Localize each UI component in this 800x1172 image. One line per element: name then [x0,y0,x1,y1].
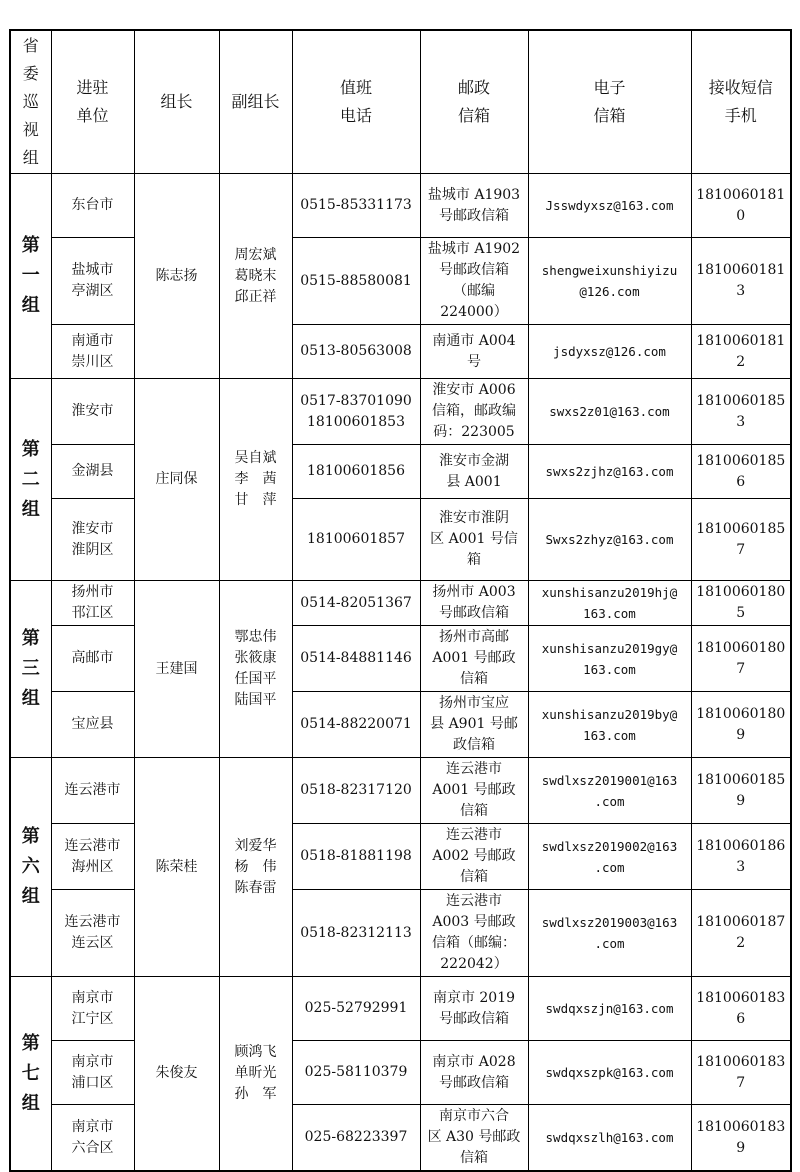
unit-cell: 连云港市 海州区 [51,824,134,890]
sms-phone-cell: 18100601812 [691,325,791,379]
phone-cell: 0518-82312113 [292,890,420,977]
header-phone: 值班 电话 [292,30,420,174]
unit-cell: 淮安市 [51,379,134,445]
postal-box-cell: 淮安市淮阴 区 A001 号信 箱 [420,499,528,581]
table-row [10,890,791,977]
table-row [10,325,791,379]
unit-cell: 南京市 六合区 [51,1105,134,1172]
email-cell: swdlxsz2019003@163 .com [528,890,691,977]
postal-box-cell: 南京市 A028 号邮政信箱 [420,1041,528,1105]
phone-cell: 18100601856 [292,445,420,499]
phone-cell: 18100601857 [292,499,420,581]
postal-box-cell: 扬州市高邮 A001 号邮政 信箱 [420,626,528,692]
table-row [10,758,791,824]
phone-cell: 0518-82317120 [292,758,420,824]
postal-box-cell: 南京市六合 区 A30 号邮政 信箱 [420,1105,528,1172]
sms-phone-cell: 18100601810 [691,174,791,238]
postal-box-cell: 淮安市金湖 县 A001 [420,445,528,499]
phone-cell: 0513-80563008 [292,325,420,379]
phone-cell: 0517-83701090 18100601853 [292,379,420,445]
sms-phone-cell: 18100601805 [691,581,791,626]
phone-cell: 0514-82051367 [292,581,420,626]
email-cell: swxs2z01@163.com [528,379,691,445]
phone-cell: 025-52792991 [292,977,420,1041]
header-leader: 组长 [134,30,219,174]
email-cell: Jsswdyxsz@163.com [528,174,691,238]
header-deputy: 副组长 [219,30,292,174]
email-cell: swxs2zjhz@163.com [528,445,691,499]
sms-phone-cell: 18100601837 [691,1041,791,1105]
header-email: 电子 信箱 [528,30,691,174]
leader-cell: 朱俊友 [134,977,219,1172]
group-name-cell: 第 二 组 [10,379,51,581]
sms-phone-cell: 18100601863 [691,824,791,890]
sms-phone-cell: 18100601839 [691,1105,791,1172]
header-postal: 邮政 信箱 [420,30,528,174]
unit-cell: 连云港市 连云区 [51,890,134,977]
sms-phone-cell: 18100601809 [691,692,791,758]
unit-cell: 南京市 浦口区 [51,1041,134,1105]
sms-phone-cell: 18100601857 [691,499,791,581]
unit-cell: 金湖县 [51,445,134,499]
postal-box-cell: 扬州市宝应 县 A901 号邮 政信箱 [420,692,528,758]
email-cell: jsdyxsz@126.com [528,325,691,379]
sms-phone-cell: 18100601853 [691,379,791,445]
postal-box-cell: 南通市 A004 号 [420,325,528,379]
header-group: 省 委 巡 视 组 [10,30,51,174]
phone-cell: 0515-88580081 [292,238,420,325]
table-row [10,379,791,445]
group-name-cell: 第 六 组 [10,758,51,977]
sms-phone-cell: 18100601856 [691,445,791,499]
sms-phone-cell: 18100601807 [691,626,791,692]
postal-box-cell: 连云港市 A002 号邮政 信箱 [420,824,528,890]
email-cell: swdqxszlh@163.com [528,1105,691,1172]
unit-cell: 盐城市 亭湖区 [51,238,134,325]
table-row [10,626,791,692]
table-row [10,581,791,626]
leader-cell: 陈荣桂 [134,758,219,977]
email-cell: xunshisanzu2019hj@ 163.com [528,581,691,626]
unit-cell: 南京市 江宁区 [51,977,134,1041]
postal-box-cell: 连云港市 A001 号邮政 信箱 [420,758,528,824]
email-cell: shengweixunshiyizu @126.com [528,238,691,325]
table-row [10,1041,791,1105]
phone-cell: 025-68223397 [292,1105,420,1172]
postal-box-cell: 盐城市 A1902 号邮政信箱 （邮编 224000） [420,238,528,325]
email-cell: xunshisanzu2019by@ 163.com [528,692,691,758]
sms-phone-cell: 18100601859 [691,758,791,824]
unit-cell: 连云港市 [51,758,134,824]
leader-cell: 陈志扬 [134,174,219,379]
unit-cell: 淮安市 淮阴区 [51,499,134,581]
phone-cell: 0514-84881146 [292,626,420,692]
group-name-cell: 第 一 组 [10,174,51,379]
table-row [10,174,791,238]
unit-cell: 扬州市 邗江区 [51,581,134,626]
postal-box-cell: 扬州市 A003 号邮政信箱 [420,581,528,626]
phone-cell: 0518-81881198 [292,824,420,890]
group-name-cell: 第 三 组 [10,581,51,758]
postal-box-cell: 南京市 2019 号邮政信箱 [420,977,528,1041]
deputy-cell: 顾鸿飞 单昕光 孙 军 [219,977,292,1172]
email-cell: swdqxszpk@163.com [528,1041,691,1105]
table-row [10,824,791,890]
table-body [10,174,791,1172]
unit-cell: 南通市 崇川区 [51,325,134,379]
deputy-cell: 吴自斌 李 茜 甘 萍 [219,379,292,581]
header-unit: 进驻 单位 [51,30,134,174]
phone-cell: 0515-85331173 [292,174,420,238]
email-cell: swdqxszjn@163.com [528,977,691,1041]
sms-phone-cell: 18100601813 [691,238,791,325]
unit-cell: 宝应县 [51,692,134,758]
table-row [10,499,791,581]
email-cell: Swxs2zhyz@163.com [528,499,691,581]
postal-box-cell: 连云港市 A003 号邮政 信箱（邮编： 222042） [420,890,528,977]
table-row [10,1105,791,1172]
unit-cell: 高邮市 [51,626,134,692]
email-cell: xunshisanzu2019gy@ 163.com [528,626,691,692]
phone-cell: 025-58110379 [292,1041,420,1105]
group-name-cell: 第 七 组 [10,977,51,1172]
postal-box-cell: 盐城市 A1903 号邮政信箱 [420,174,528,238]
leader-cell: 王建国 [134,581,219,758]
leader-cell: 庄同保 [134,379,219,581]
table-row [10,977,791,1041]
postal-box-cell: 淮安市 A006 信箱，邮政编 码：223005 [420,379,528,445]
table-row [10,238,791,325]
unit-cell: 东台市 [51,174,134,238]
email-cell: swdlxsz2019002@163 .com [528,824,691,890]
sms-phone-cell: 18100601836 [691,977,791,1041]
phone-cell: 0514-88220071 [292,692,420,758]
header-sms: 接收短信 手机 [691,30,791,174]
sms-phone-cell: 18100601872 [691,890,791,977]
table-row [10,445,791,499]
email-cell: swdlxsz2019001@163 .com [528,758,691,824]
deputy-cell: 刘爱华 杨 伟 陈春雷 [219,758,292,977]
deputy-cell: 鄂忠伟 张筱康 任国平 陆国平 [219,581,292,758]
deputy-cell: 周宏斌 葛晓末 邱正祥 [219,174,292,379]
header-row [10,30,791,174]
inspection-contact-table [9,29,792,1172]
table-row [10,692,791,758]
